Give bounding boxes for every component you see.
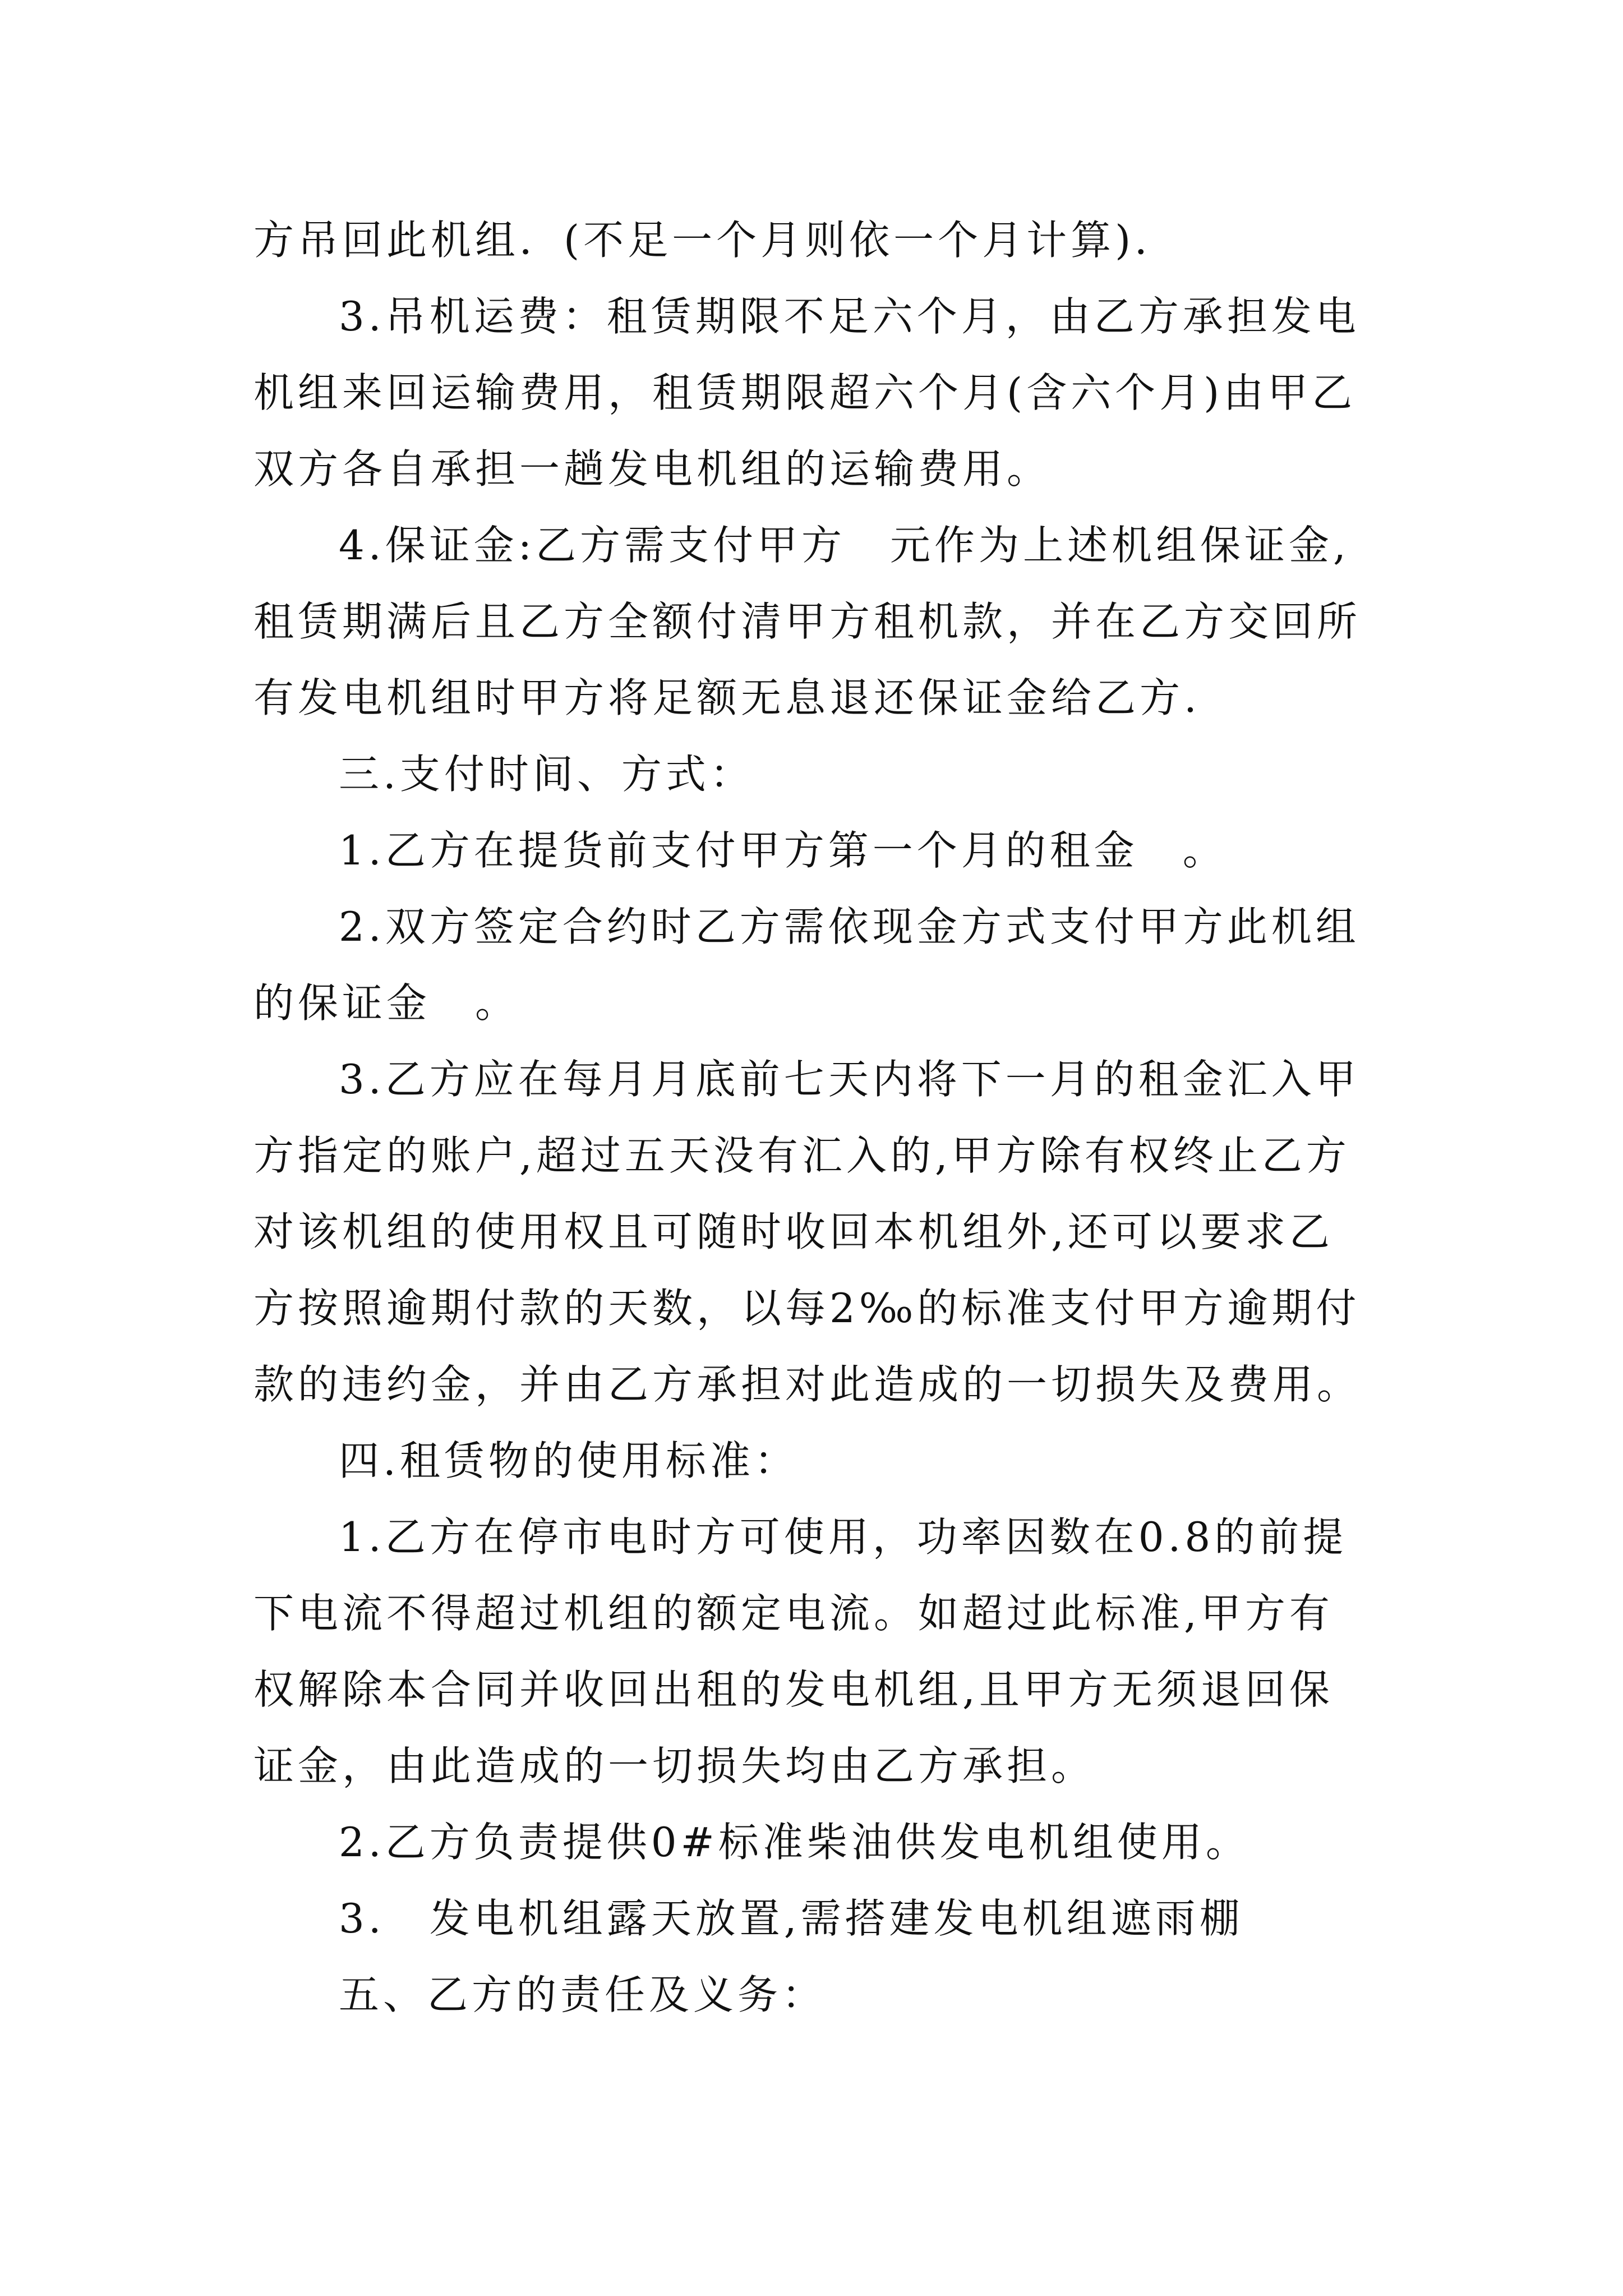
- section-heading-payment: 三.支付时间、方式：: [339, 751, 754, 798]
- paragraph-rain-shelter: 3. 发电机组露天放置,需搭建发电机组遮雨棚: [339, 1895, 1244, 1942]
- paragraph-deposit: 4.保证金:乙方需支付甲方 元作为上述机组保证金,租赁期满后且乙方全额付清甲方租机款，并在乙方交回所有发电机组时甲方将足额无息退还保证金给乙方.: [253, 522, 1362, 721]
- paragraph-continuation: 方吊回此机组．(不足一个月则依一个月计算)．: [253, 217, 1179, 264]
- paragraph-crane-transport-fee: 3.吊机运费：租赁期限不足六个月，由乙方承担发电机组来回运输费用，租赁期限超六个月(含六个月)由甲乙双方各自承担一趟发电机组的运输费用。: [253, 293, 1360, 493]
- section-heading-usage-standard: 四.租赁物的使用标准：: [339, 1437, 799, 1484]
- paragraph-first-month-rent: 1.乙方在提货前支付甲方第一个月的租金 。: [339, 827, 1227, 874]
- document-body: [253, 202, 1375, 2033]
- paragraph-power-usage: 1.乙方在停市电时方可使用，功率因数在0.8的前提下电流不得超过机组的额定电流。如超过此标准,甲方有权解除本合同并收回出租的发电机组,且甲方无须退回保证金，由此造成的一切损失均由乙方承担。: [253, 1513, 1348, 1789]
- paragraph-diesel-supply: 2.乙方负责提供0#标准柴油供发电机组使用。: [339, 1819, 1250, 1866]
- paragraph-cash-deposit: 2.双方签定合约时乙方需依现金方式支付甲方此机组的保证金 。: [253, 903, 1360, 1027]
- section-heading-party-b-duties: 五、乙方的责任及义务：: [339, 1971, 827, 2018]
- paragraph-monthly-payment: 3.乙方应在每月月底前七天内将下一月的租金汇入甲方指定的账户,超过五天没有汇入的,甲方除有权终止乙方对该机组的使用权且可随时收回本机组外,还可以要求乙方按照逾期付款的天数，以每2‰的标准支付甲方逾期付款的违约金，并由乙方承担对此造成的一切损失及费用。: [253, 1056, 1362, 1408]
